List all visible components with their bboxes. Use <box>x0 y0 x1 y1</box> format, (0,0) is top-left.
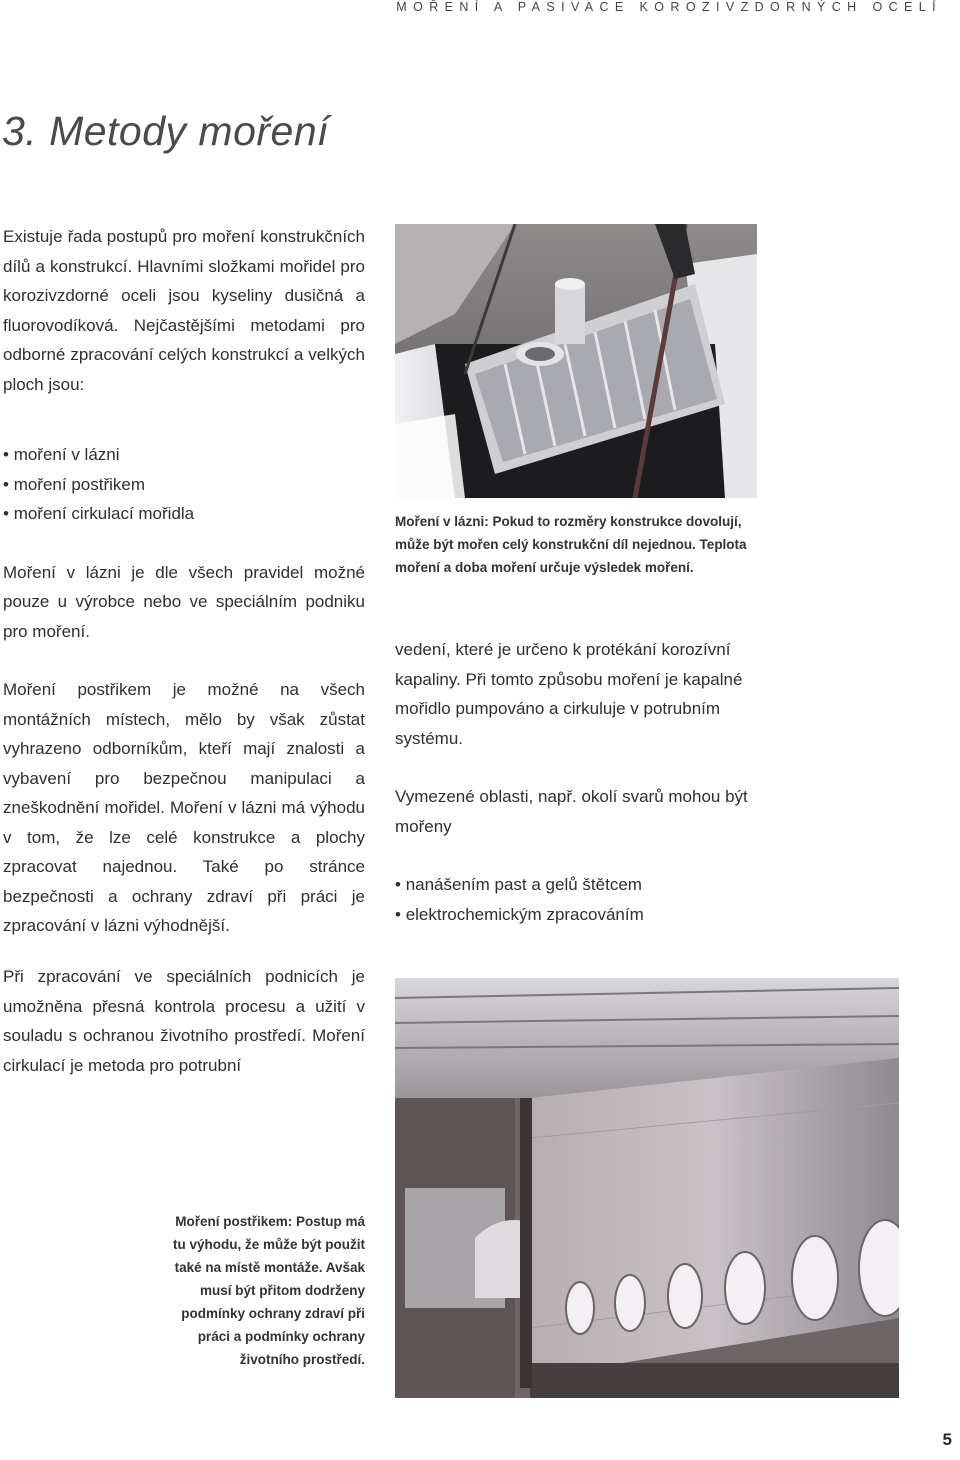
methods-list-item: • moření cirkulací mořidla <box>3 499 365 529</box>
local-paragraph: Vymezené oblasti, např. okolí svarů mohou být mořeny <box>395 787 748 836</box>
left-column <box>3 222 365 941</box>
page-number: 5 <box>942 1430 952 1449</box>
spray-paragraph: Moření postřikem je možné na všech montážních místech, mělo by však zůstat vyhrazeno odborníkům, kteří mají znalosti a vybavení pro bezpečnou manipulaci a zneškodnění mořidel. Moření v lázni má výhodu v tom, že lze celé konstrukce a plochy zpracovat najednou. Také po stránce bezpečnosti a ochrany zdraví při práci je zpracování v lázni výhodnější. <box>3 680 365 935</box>
methods-list-item: • moření postřikem <box>3 470 365 500</box>
local-treatment-item: • elektrochemickým zpracováním <box>395 900 765 930</box>
bath-paragraph: Moření v lázni je dle všech pravidel možné pouze u výrobce nebo ve speciálním podniku pro moření. <box>3 562 365 641</box>
special-paragraph: Při zpracování ve speciálních podnicích je umožněna přesná kontrola procesu a užití v souladu s ochranou životního prostředí. Moření cirkulací je metoda pro potrubní <box>3 967 365 1075</box>
methods-list-item: • moření v lázni <box>3 440 365 470</box>
intro-paragraph: Existuje řada postupů pro moření konstrukčních dílů a konstrukcí. Hlavními složkami mořidel pro korozivzdorné oceli jsou kyseliny dusičná a fluorovodíková. Nejčastějšími metodami pro odborné zpracování celých konstrukcí a velkých ploch jsou: <box>3 227 365 394</box>
methods-list <box>3 440 365 529</box>
spray-pickling-illustration <box>395 978 899 1398</box>
spray-pickling-photo <box>395 978 899 1398</box>
bath-pickling-photo <box>395 224 757 498</box>
chapter-title: 3. Metody moření <box>2 108 330 154</box>
circulation-paragraph: vedení, které je určeno k protékání korozívní kapaliny. Při tomto způsobu moření je kapalné mořidlo pumpováno a cirkuluje v potrubním systému. <box>395 640 743 748</box>
running-header: MOŘENÍ A PASIVACE KOROZIVZDORNÝCH OCELÍ <box>396 0 942 14</box>
spray-photo-caption: Moření postřikem: Postup má tu výhodu, že může být použit také na místě montáže. Avšak musí být přitom dodrženy podmínky ochrany zdraví při práci a podmínky ochrany životního prostředí. <box>173 1214 365 1367</box>
local-treatment-item: • nanášením past a gelů štětcem <box>395 870 765 900</box>
bath-pickling-illustration <box>395 224 757 498</box>
local-treatment-list <box>395 870 765 929</box>
bath-photo-caption: Moření v lázni: Pokud to rozměry konstrukce dovolují, může být mořen celý konstrukční díl nejednou. Teplota moření a doba moření určuje výsledek moření. <box>395 514 747 575</box>
right-column <box>395 635 765 929</box>
left-column-lower <box>3 962 365 1080</box>
